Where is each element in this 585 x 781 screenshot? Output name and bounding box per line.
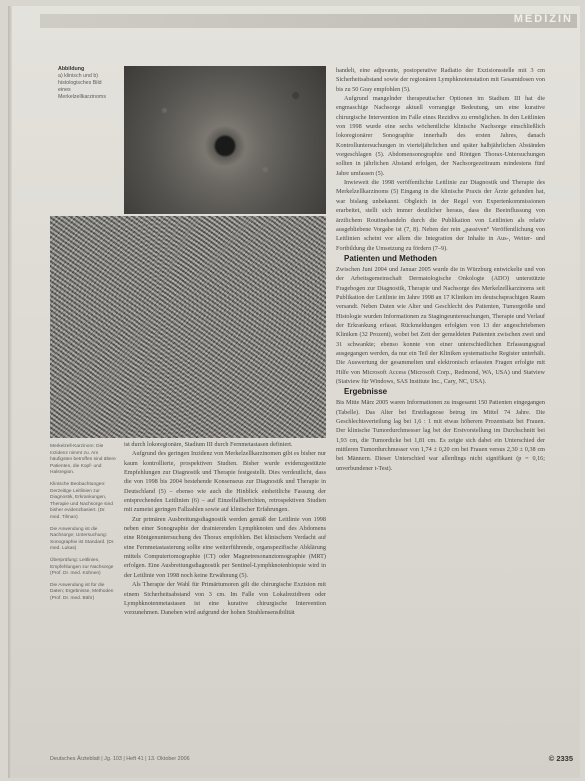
- body-paragraph: handelt, eine adjuvante, postoperative Radiatio der Exzisionsstelle mit 3 cm Sicherheitsabstand sowie der regionären Lymphknotenstation mit Gesamtdosen von bis zu 50 Gray empfohlen (5).: [336, 67, 545, 93]
- margin-note: Die Anwendung ist für die Daten; Ergebnisse, Methoden (Prof. Dr. med. Bähr): [50, 582, 114, 601]
- results-paragraph: Bis Mitte März 2005 waren Informationen zu insgesamt 150 Patienten eingegangen (Tabelle). Das Alter bei Erstdiagnose betrug im Mittel 74 Jahre. Die Geschlechtsverteilung lag bei 1,6 : 1 mit etwas höherem Prozentsatz bei Frauen. Der klinische Tumordurchmesser lag bei der Erstvorstellung im Durchschnitt bei 1,93 cm, die Tumordicke bei 1,81 cm. Es zeigte sich dabei ein Unterschied der mittleren Tumordurchmesser von 1,74 ± 0,20 cm bei Frauen versus 2,30 ± 0,38 cm bei Männern. Dieser Unterschied war allerdings nicht signifikant (p = 0,16; unverbundener t-Test).: [336, 399, 545, 472]
- caption-text: a) klinisch und b) histologisches Bild eines Merkelzellkarzinoms: [58, 73, 106, 100]
- page-number: © 2335: [548, 754, 573, 763]
- right-text-column: [336, 66, 545, 473]
- results-heading: Ergebnisse: [344, 387, 388, 397]
- section-label: MEDIZIN: [513, 13, 573, 25]
- body-paragraph: ist durch lokoregionäre, Stadium III durch Fernmetastasen definiert.: [124, 441, 293, 448]
- methods-heading: Patienten und Methoden: [344, 253, 437, 263]
- margin-note: Klinische Beobachtungen: Derzeitige Leitlinien zur Diagnostik, Erkrankungen, Therapie und Nachsorge sind bisher evidenzbasiert. (Dr. med. Tilman): [50, 481, 113, 520]
- left-text-column: [124, 440, 326, 618]
- page-edge: [8, 6, 12, 778]
- margin-notes: [50, 444, 116, 607]
- margin-note: Merkelzell-Karzinom: Die Inzidenz nimmt zu. Am häufigsten betroffen sind ältere Patienten, die Kopf- und Halsregion.: [50, 444, 116, 476]
- histology-photo: [50, 216, 326, 438]
- header-band: [40, 14, 577, 28]
- margin-note: Die Anwendung ist die Nachsorge; Untersuchung: Sonographie ist Standard. (Dr. med. Lukas): [50, 526, 115, 552]
- body-paragraph: Inwieweit die 1998 veröffentlichte Leitlinie zur Diagnostik und Therapie des Merkelzellkarzinoms (5) Eingang in die klinische Praxis der Ärzte gefunden hat, war bislang unbekannt. Obgleich in der Regel von Expertenkommissionen erarbeitet, stellt sich immer deutlicher heraus, dass die Beeinflussung von ärztlichem Routinehandeln durch die Publikation von Leitlinien als relativ ausgebliebene Vorgabe ist (7, 8). Neben der rein „passiven“ Veröffentlichung von Leitlinien scheint vor allem die Integration der Inhalte in Aus-, Weiter- und Fortbildung die Umsetzung zu fördern (7–9).: [336, 179, 545, 252]
- body-paragraph: Aufgrund des geringen Inzidenz von Merkelzellkarzinomen gibt es bisher nur kaum kontrollierte, prospektiven Studien. Bisher wurde evidenzgestützte Empfehlungen zur Diagnostik und Therapie festgestellt. Dies verdeutlicht, dass die von 1998 bis 2004 bestehende Konsenseus zur Diagnostik und Therapie in Deutschland (5) – ebenso wie auch die Hinblick einheitliche Fassung der entsprechenden Leitlinien (6) – auf Einzelfallberichten, retrospektiven Studien mit zumeist geringen Fallzahlen sowie auf klinischer Erfahrungen.: [124, 450, 326, 514]
- body-paragraph: Aufgrund mangelnder therapeutischer Optionen im Stadium III hat die engmaschige Nachsorge aktuell vorrangige Bedeutung, um eine kurative chirurgische Intervention im Falle eines Rezidivs zu ermöglichen. In den Leitlinien von 1998 wurde eine sechs wöchentliche klinische Nachsorge einschließlich lokoregionärer Sonographie innerhalb des ersten Jahres, danach Kontrolluntersuchungen in vierteljährlichen und später halbjährlichen Abständen vorgeschlagen (5). Abdomensonographie und Röntgen Thorax-Untersuchungen sollten in jährlichen Abstand erfolgen, der Nachsorgezeitraum mindestens fünf Jahre umfassen (5).: [336, 95, 545, 177]
- figure-caption: [58, 66, 112, 101]
- photo-texture: [124, 66, 326, 214]
- clinical-photo: [124, 66, 326, 214]
- caption-label: Abbildung: [58, 66, 85, 72]
- body-paragraph: Als Therapie der Wahl für Primärtumoren gilt die chirurgische Exzision mit einem Sicherheitsabstand von 3 cm. Im Falle von Lokalrezidiven oder Lymphknotenmetastasen ist eine kurative chirurgische Intervention vorzunehmen. Daneben wird aufgrund der hohen Strahlensensibilität: [124, 581, 326, 617]
- methods-paragraph: Zwischen Juni 2004 und Januar 2005 wurde die in Würzburg entwickelte und von der Arbeitsgemeinschaft Dermatologische Onkologie (ADO) unterstützte Fragebogen zur Diagnostik, Therapie und Nachsorge des Merkelzellkarzinoms seit Publikation der Leitlinie im Jahre 1998 an 17 Kliniken im deutschsprachigen Raum versandt. Neben Daten wie Alter und Geschlecht des Patienten, Tumorgröße und Histologie wurden Informationen zu Stagingeuntersuchungen, Therapie und Verlauf der Erkrankung erfasst. Rückmeldungen erfolgten von 13 der angeschriebenen Kliniken (32 Prozent), wobei bei Zeit der gemeldeten Patienten zwischen zwei und 31 schwankte; ebenso konnte von einer unterschiedlichen Erfassungsgrad ausgegangen werden, da nur ein Teil der Kliniken systematische Register unterhält. Die Auswertung der gesammelten und elektronisch erfassten Fragen erfolgte mit Hilfe von Microsoft Access (Microsoft Corp., Redmond, WA, USA) und Statview (Statview für Windows, SAS Institute Inc., Cary, NC, USA).: [336, 265, 545, 385]
- body-paragraph: Zur primären Ausbreitungsdiagnostik werden gemäß der Leitlinie von 1998 neben einer Sonographie der drainierenden Lymphknoten und des Abdomens eine Röntgenuntersuchung des Thorax empfohlen. Bei klinischem Verdacht auf eine Fernmetastasierung sollte eine weiterführende, organspezifische Abklärung mittels Computertomographie (CT) oder Magnetresonanztomographie (MRT) erfolgen. Eine Ausbreitungsdiagnostik per Sentinel-Lymphknotenbiopsie wird in der Leitlinie von 1998 noch keine Erwähnung (5).: [124, 515, 326, 579]
- footer-citation: Deutsches Ärzteblatt | Jg. 103 | Heft 41 | 13. Oktober 2006: [50, 756, 190, 762]
- margin-note: Überprüfung: Leitlinien, Empfehlungen zur Nachsorge (Prof. Dr. med. Kühnen): [50, 557, 114, 577]
